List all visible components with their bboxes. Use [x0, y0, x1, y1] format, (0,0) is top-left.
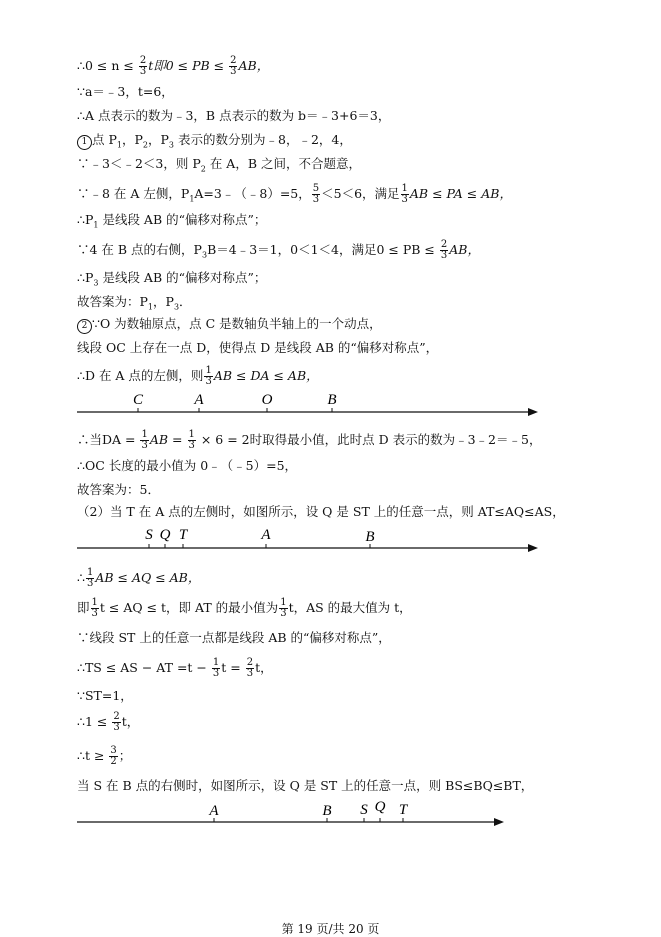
fraction: $\frac{2}{3}$ [440, 239, 448, 261]
point-label-c: C [132, 392, 144, 408]
point-label-a: A [209, 803, 219, 819]
point-label-q: Q [159, 527, 171, 543]
solution-line: $\therefore P_3$ 是线段 AB 的“偏移对称点”； [77, 270, 267, 288]
solution-line: ∴当DA = $\frac{1}{3}$ AB = $\frac{1}{3}$ × 6 = 2时取得最小值，此时点 D 表示的数为﹣3﹣2＝﹣5， [77, 429, 542, 451]
solution-line: （2）当 T 在 A 点的左侧时，如图所示，设 Q 是 ST 上的任意一点，则 AT≤AQ≤AS， [77, 504, 565, 519]
solution-line: ∴t ≥ $\frac{3}{2}$ ； [77, 745, 132, 767]
fraction: $\frac{1}{3}$ [86, 567, 94, 589]
fraction: $\frac{1}{3}$ [212, 657, 220, 679]
solution-line: 即 $\frac{1}{3}$ t ≤ AQ ≤ t，即 AT 的最小值为 $\frac{1}{3}$ t，AS 的最大值为 t， [77, 597, 412, 619]
solution-line: $\therefore P_1$ 是线段 AB 的“偏移对称点”； [77, 212, 267, 230]
point-label-s: S [360, 802, 368, 818]
solution-line: ∵﹣8 在 A 左侧，$P_1A=3﹣(﹣8)=5$， $\frac{5}{3}$ ＜5＜6，满足 $\frac{1}{3}$ AB ≤ PA ≤ AB， [77, 183, 512, 205]
solution-line: ∴0 ≤ n ≤ $\frac{2}{3}$ t即0 ≤ PB ≤ $\frac{2}{3}$ AB， [77, 55, 270, 77]
solution-line: ∵a＝﹣3，t=6， [77, 84, 174, 99]
solution-line: ∴ $\frac{1}{3}$ AB ≤ AQ ≤ AB， [77, 567, 201, 589]
point-label-b: B [322, 803, 332, 819]
solution-line: ∵4 在 B 点的右侧，$P_3B=4﹣3=1$，0＜1＜4，满足0 ≤ PB ≤ $\frac{2}{3}$ AB， [77, 239, 480, 261]
solution-line: ∵线段 ST 上的任意一点都是线段 AB 的“偏移对称点”， [77, 630, 391, 645]
number-line [0, 388, 661, 422]
solution-line: ∴A 点表示的数为﹣3，B 点表示的数为 b＝﹣3+6＝3， [77, 108, 391, 123]
fraction: $\frac{1}{3}$ [188, 429, 195, 451]
solution-line: ∵ST=1， [77, 688, 133, 703]
solution-line: 故答案为：$P_1$，$P_3$． [77, 294, 192, 312]
solution-line: ∵﹣3＜﹣2＜3，则 $P_2$ 在 A，B 之间，不合题意， [77, 156, 361, 174]
solution-line: ∴OC 长度的最小值为 0﹣（﹣5）=5， [77, 458, 298, 473]
solution-line: ∴TS ≤ AS − AT =t − $\frac{1}{3}$ t = $\frac{2}{3}$ t， [77, 657, 273, 679]
number-line [0, 796, 661, 830]
solution-line: 当 S 在 B 点的右侧时，如图所示，设 Q 是 ST 上的任意一点，则 BS≤BQ≤BT， [77, 778, 534, 793]
fraction: $\frac{1}{3}$ [141, 429, 148, 451]
fraction: $\frac{2}{3}$ [139, 55, 147, 77]
circled-number: 1 [77, 135, 92, 150]
fraction: $\frac{1}{3}$ [280, 597, 287, 619]
fraction: $\frac{2}{3}$ [246, 657, 254, 679]
fraction: $\frac{1}{3}$ [401, 183, 408, 205]
fraction: $\frac{2}{3}$ [230, 55, 237, 77]
point-label-b: B [365, 529, 375, 545]
point-label-a: A [261, 527, 271, 543]
page-footer: 第 19 页/共 20 页 [281, 922, 380, 936]
fraction: $\frac{3}{2}$ [110, 745, 117, 767]
fraction: $\frac{5}{3}$ [312, 183, 320, 205]
number-line [0, 522, 661, 556]
solution-line: ∴D 在 A 点的左侧，则 $\frac{1}{3}$ AB ≤ DA ≤ AB， [77, 365, 319, 387]
point-label-b: B [327, 392, 337, 408]
solution-line: 1 点 $P_1$，$P_2$，$P_3$ 表示的数分别为﹣8，﹣2，4， [77, 132, 352, 154]
point-label-t: T [398, 802, 408, 818]
point-label-s: S [145, 527, 153, 543]
solution-line: 2 ∵O 为数轴原点，点 C 是数轴负半轴上的一个动点， [77, 316, 382, 334]
fraction: $\frac{1}{3}$ [205, 365, 212, 387]
point-label-q: Q [374, 799, 386, 815]
solution-line: 故答案为：5． [77, 482, 160, 497]
fraction: $\frac{1}{3}$ [91, 597, 98, 619]
circled-number: 2 [77, 319, 92, 334]
point-label-o: O [261, 392, 273, 408]
solution-line: 线段 OC 上存在一点 D，使得点 D 是线段 AB 的“偏移对称点”， [77, 340, 439, 355]
solution-line: ∴1 ≤ $\frac{2}{3}$ t， [77, 711, 140, 733]
point-label-t: T [178, 527, 188, 543]
point-label-a: A [194, 392, 204, 408]
fraction: $\frac{2}{3}$ [113, 711, 120, 733]
